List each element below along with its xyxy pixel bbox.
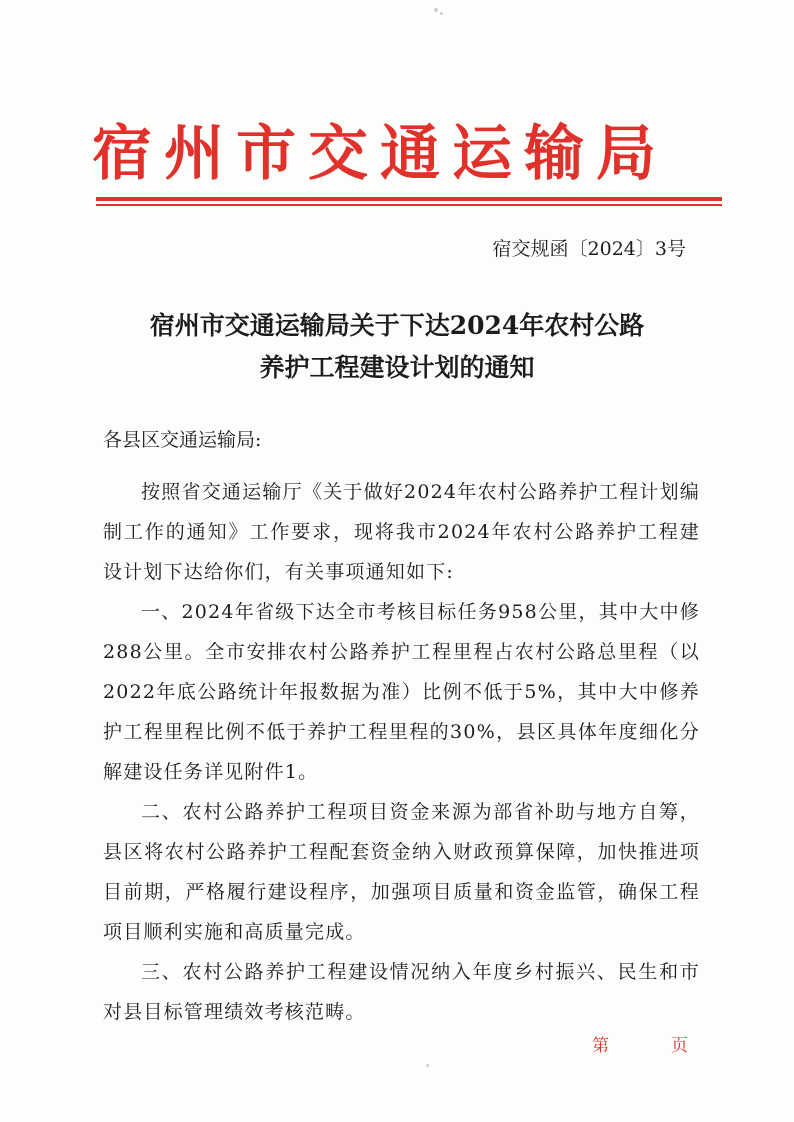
document-number: 宿交规函〔2024〕3号 <box>492 238 686 260</box>
scan-speck <box>434 8 438 12</box>
document-title-line-2: 养护工程建设计划的通知 <box>259 353 535 382</box>
letterhead-rule-thin <box>96 204 722 206</box>
body-paragraph-item-3: 三、农村公路养护工程建设情况纳入年度乡村振兴、民生和市对县目标管理绩效考核范畴。 <box>103 961 700 1023</box>
page-number-footer <box>592 1035 688 1057</box>
agency-letterhead: 宿州市交通运输局 <box>92 119 668 189</box>
body-paragraph-item-2: 二、农村公路养护工程项目资金来源为部省补助与地方自筹，县区将农村公路养护工程配套资金纳入财政预算保障，加快推进项目前期，严格履行建设程序，加强项目质量和资金监管，确保工程项目顺利实施和高质量完成。 <box>103 801 700 943</box>
salutation: 各县区交通运输局: <box>103 429 262 451</box>
letterhead-rule-thick <box>96 197 722 201</box>
page-suffix: 页 <box>671 1036 688 1056</box>
page-prefix: 第 <box>592 1036 609 1056</box>
body-paragraph-intro: 按照省交通运输厅《关于做好2024年农村公路养护工程计划编制工作的通知》工作要求，现将我市2024年农村公路养护工程建设计划下达给你们，有关事项通知如下: <box>103 481 700 583</box>
document-body <box>103 472 700 1032</box>
scan-speck <box>426 1064 429 1067</box>
body-paragraph-item-1: 一、2024年省级下达全市考核目标任务958公里，其中大中修288公里。全市安排农村公路养护工程里程占农村公路总里程（以2022年底公路统计年报数据为准）比例不低于5%，其中大中修养护工程里程比例不低于养护工程里程的30%，县区具体年度细化分解建设任务详见附件1。 <box>103 601 700 783</box>
document-title-line-1: 宿州市交通运输局关于下达2024年农村公路 <box>149 311 645 340</box>
scan-speck <box>440 12 443 15</box>
